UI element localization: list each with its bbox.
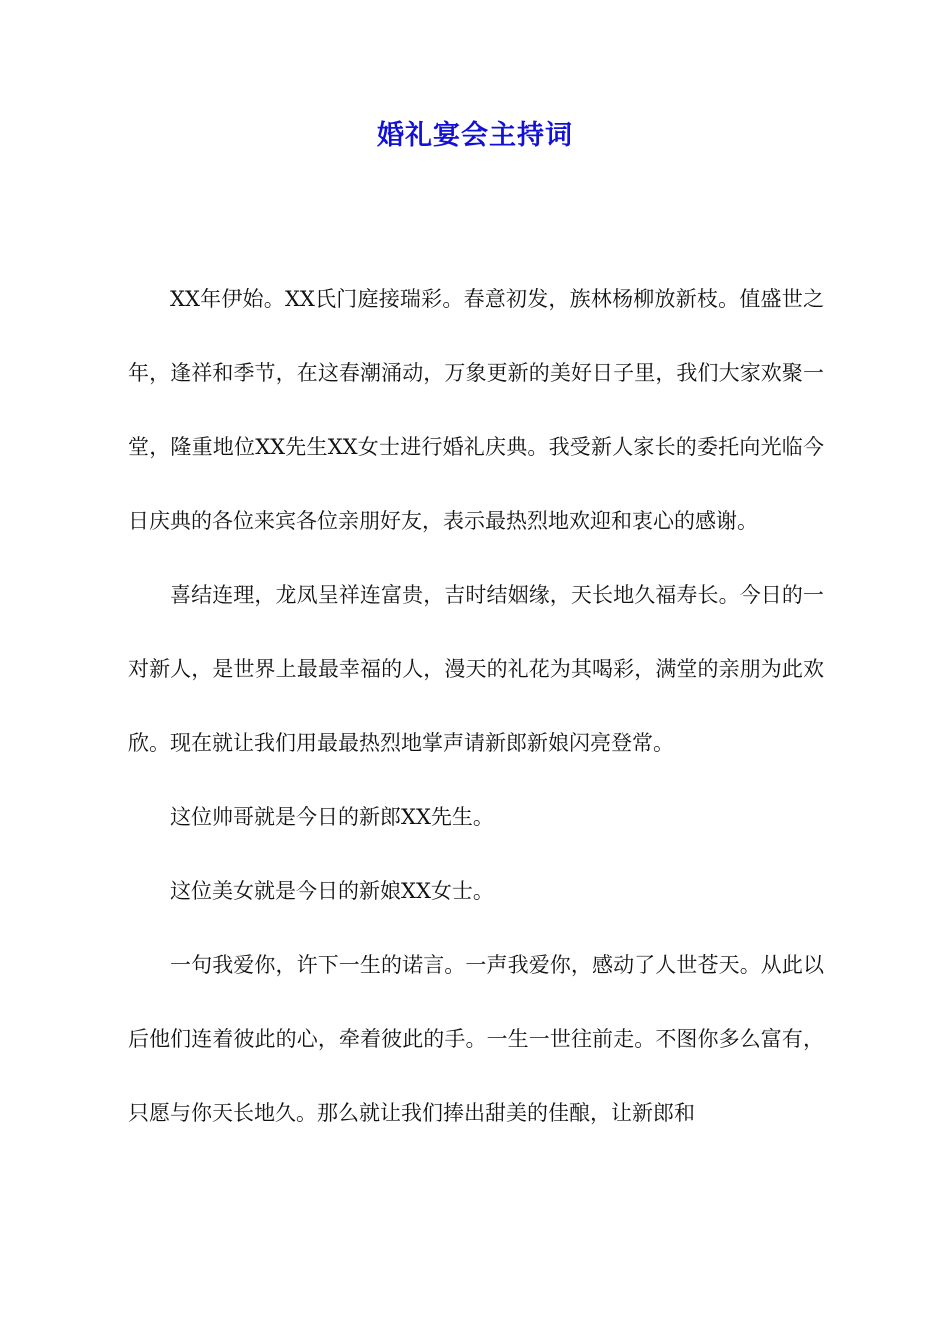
document-title: 婚礼宴会主持词 [377,120,573,151]
paragraph-opening: XX年伊始。XX氏门庭接瑞彩。春意初发，族林杨柳放新枝。值盛世之年，逢祥和季节，在这春潮涌动，万象更新的美好日子里，我们大家欢聚一堂，隆重地位XX先生XX女士进行婚礼庆典。我受新人家长的委托向光临今日庆典的各位来宾各位亲朋好友，表示最热烈地欢迎和衷心的感谢。 [128,287,824,533]
document-body [128,262,824,1150]
paragraph-groom: 这位帅哥就是今日的新郎XX先生。 [170,805,494,829]
paragraph-bride: 这位美女就是今日的新娘XX女士。 [170,879,494,903]
paragraph-union: 喜结连理，龙凤呈祥连富贵，吉时结姻缘，天长地久福寿长。今日的一对新人，是世界上最最幸福的人，漫天的礼花为其喝彩，满堂的亲朋为此欢欣。现在就让我们用最最热烈地掌声请新郎新娘闪亮登常。 [128,583,824,755]
paragraph-vow: 一句我爱你，许下一生的诺言。一声我爱你，感动了人世苍天。从此以后他们连着彼此的心，牵着彼此的手。一生一世往前走。不图你多么富有，只愿与你天长地久。那么就让我们捧出甜美的佳酿，让新郎和 [128,953,824,1125]
